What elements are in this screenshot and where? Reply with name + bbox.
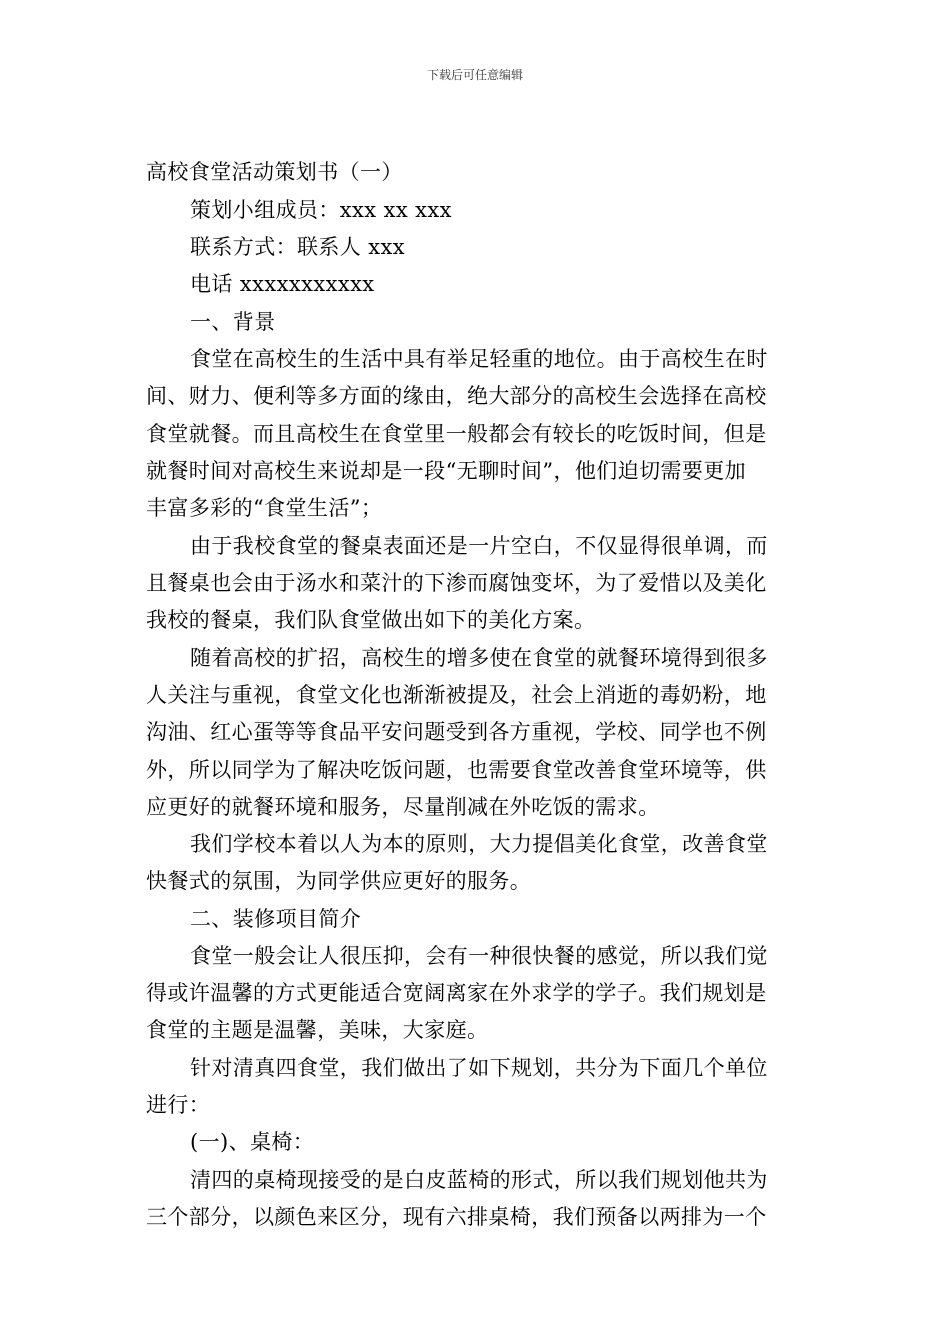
contact-line: 联系方式：联系人 xxx xyxy=(190,235,406,259)
phone-line: 电话 xxxxxxxxxxx xyxy=(190,272,375,296)
subheading-tables-chairs: (一)、桌椅： xyxy=(190,1130,315,1154)
section-heading-background: 一、背景 xyxy=(190,310,276,334)
paragraph-line: 食堂就餐。而且高校生在食堂里一般都会有较长的吃饭时间，但是 xyxy=(146,422,767,446)
paragraph-line: 针对清真四食堂，我们做出了如下规划，共分为下面几个单位 xyxy=(190,1056,768,1080)
paragraph-line: 由于我校食堂的餐桌表面还是一片空白，不仅显得很单调，而 xyxy=(190,534,768,558)
paragraph-line: 且餐桌也会由于汤水和菜汁的下渗而腐蚀变坏，为了爱惜以及美化 xyxy=(146,571,767,595)
paragraph-line: 间、财力、便利等多方面的缘由，绝大部分的高校生会选择在高校 xyxy=(146,384,767,408)
paragraph-line: 随着高校的扩招，高校生的增多使在食堂的就餐环境得到很多 xyxy=(190,646,768,670)
paragraph-line: 丰富多彩的“食堂生活”； xyxy=(146,496,383,520)
paragraph-line: 应更好的就餐环境和服务，尽量削减在外吃饭的需求。 xyxy=(146,795,660,819)
paragraph-line: 进行： xyxy=(146,1093,211,1117)
page-header: 下载后可任意编辑 xyxy=(426,68,523,82)
paragraph-line: 食堂一般会让人很压抑，会有一种很快餐的感觉，所以我们觉 xyxy=(190,944,768,968)
paragraph-line: 人关注与重视，食堂文化也渐渐被提及，社会上消逝的毒奶粉，地 xyxy=(146,683,767,707)
paragraph-line: 得或许温馨的方式更能适合宽阔离家在外求学的学子。我们规划是 xyxy=(146,981,767,1005)
paragraph-line: 三个部分，以颜色来区分，现有六排桌椅，我们预备以两排为一个 xyxy=(146,1205,767,1229)
paragraph-line: 我校的餐桌，我们队食堂做出如下的美化方案。 xyxy=(146,608,596,632)
paragraph-line: 外，所以同学为了解决吃饭问题，也需要食堂改善食堂环境等，供 xyxy=(146,758,767,782)
paragraph-line: 我们学校本着以人为本的原则，大力提倡美化食堂，改善食堂 xyxy=(190,832,768,856)
paragraph-line: 食堂在高校生的生活中具有举足轻重的地位。由于高校生在时 xyxy=(190,347,768,371)
paragraph-line: 沟油、红心蛋等等食品平安问题受到各方重视，学校、同学也不例 xyxy=(146,720,767,744)
paragraph-line: 就餐时间对高校生来说却是一段“无聊时间”，他们迫切需要更加 xyxy=(146,459,747,483)
members-line: 策划小组成员：xxx xx xxx xyxy=(190,198,452,222)
paragraph-line: 清四的桌椅现接受的是白皮蓝椅的形式，所以我们规划他共为 xyxy=(190,1168,768,1192)
section-heading-decoration: 二、装修项目简介 xyxy=(190,907,362,931)
document-title: 高校食堂活动策划书（一） xyxy=(146,160,403,184)
paragraph-line: 食堂的主题是温馨，美味，大家庭。 xyxy=(146,1018,489,1042)
paragraph-line: 快餐式的氛围，为同学供应更好的服务。 xyxy=(146,869,532,893)
